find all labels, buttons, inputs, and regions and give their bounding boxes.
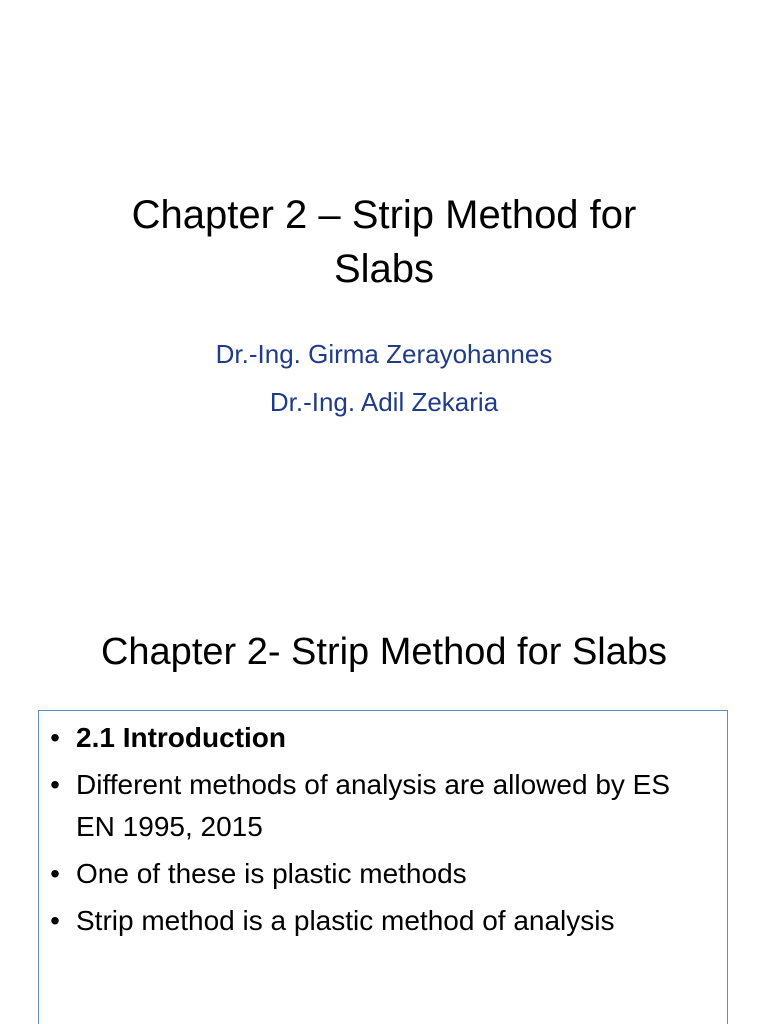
bullet-list [45,717,715,947]
bullet-text: One of these is plastic methods [76,858,467,889]
bullet-text: Strip method is a plastic method of analysis [76,905,615,936]
bullet-text: Different methods of analysis are allowed by ES EN 1995, 2015 [76,769,671,842]
author-1: Dr.-Ing. Girma Zerayohannes [215,339,553,369]
bullet-icon: • [50,905,60,936]
bullet-icon: • [50,722,60,753]
bullet-icon: • [50,769,60,800]
bullet-item [45,853,715,895]
author-2: Dr.-Ing. Adil Zekaria [269,387,499,417]
slide-heading: Chapter 2- Strip Method for Slabs [100,631,668,673]
bullet-item [45,900,715,942]
bullet-text: 2.1 Introduction [76,722,286,753]
presentation-title: Chapter 2 – Strip Method for Slabs [131,193,637,291]
bullet-item [45,717,715,759]
bullet-item [45,764,715,848]
bullet-icon: • [50,858,60,889]
content-box [38,710,728,1024]
slide-content [0,590,768,1024]
